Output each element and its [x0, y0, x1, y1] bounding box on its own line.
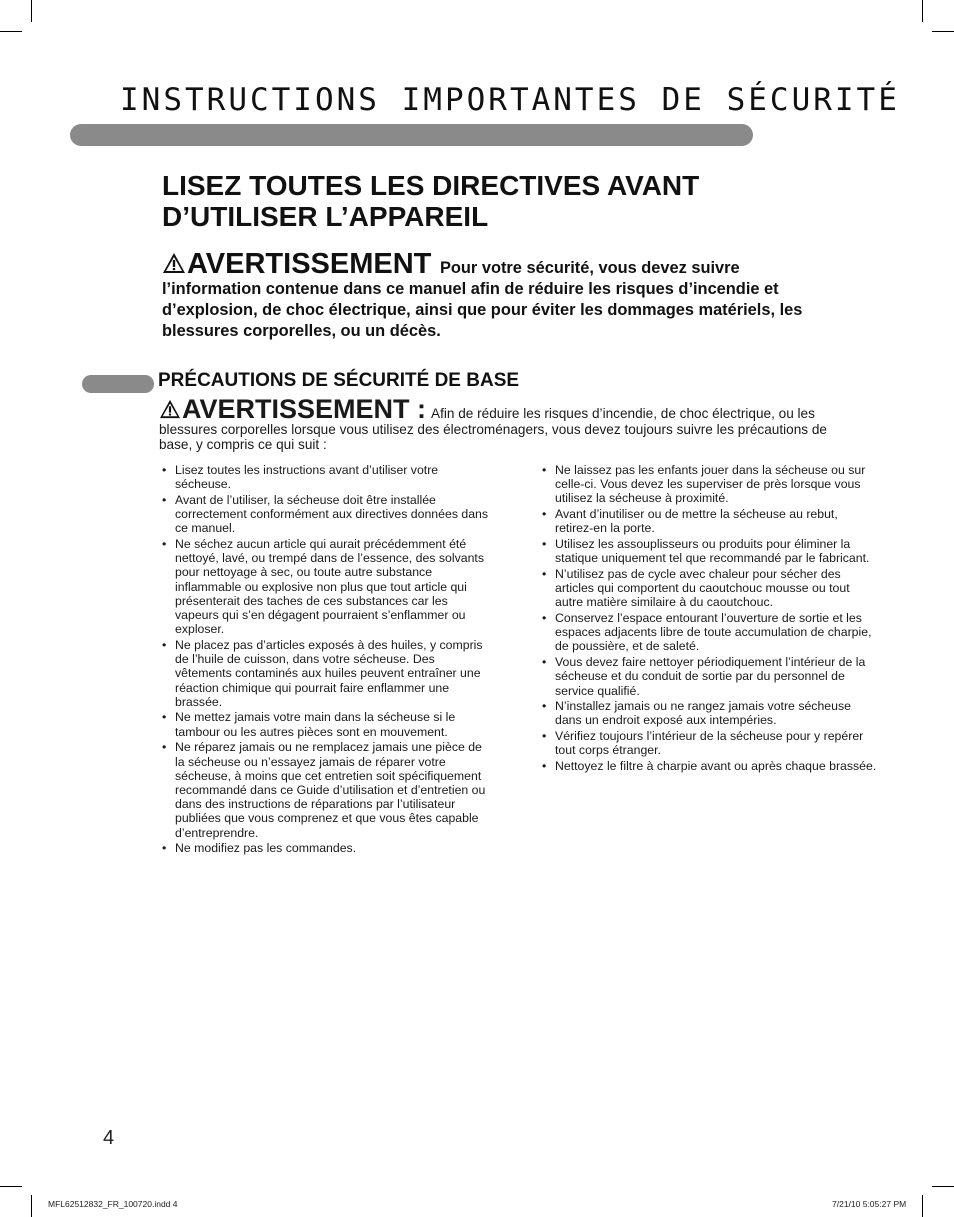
warning-intro-text: Pour votre sécurité, vous devez suivre l’information contenue dans ce manuel afin de réduire les risques d’incendie et d’explosion, de choc électrique, ainsi que pour éviter les dommages matériels, les blessures corporelles, ou un décès.: [162, 259, 803, 340]
warning-intro: [162, 248, 842, 342]
list-item: • Ne mettez jamais votre main dans la sécheuse si le tambour ou les autres pièces sont en mouvement.: [162, 710, 492, 738]
list-item: • Ne modifiez pas les commandes.: [162, 841, 492, 855]
list-item: • Avant d’inutiliser ou de mettre la sécheuse au rebut, retirez-en la porte.: [542, 507, 877, 535]
page-number: 4: [103, 1127, 115, 1149]
section-warning: [159, 394, 859, 453]
crop-mark: [922, 0, 923, 22]
print-timestamp: 7/21/10 5:05:27 PM: [832, 1199, 907, 1209]
title-underline-bar: [70, 124, 753, 146]
crop-mark: [0, 31, 22, 32]
list-item: • Vérifiez toujours l’intérieur de la sécheuse pour y repérer tout corps étranger.: [542, 729, 877, 757]
section-title: PRÉCAUTIONS DE SÉCURITÉ DE BASE: [158, 370, 520, 391]
list-item: • Ne réparez jamais ou ne remplacez jamais une pièce de la sécheuse ou n’essayez jamais de réparer votre sécheuse, à moins que cet entretien soit spécifiquement recommandé dans ce Guide d’utilisation et d’entretien ou dans des instructions de réparations par l’utilisateur publiées que vous comprenez et que vous êtes capable d’entreprendre.: [162, 740, 492, 839]
crop-mark: [932, 1186, 954, 1187]
section-warning-label: AVERTISSEMENT :: [182, 394, 427, 424]
crop-mark: [31, 1195, 32, 1217]
list-item: • Ne placez pas d’articles exposés à des huiles, y compris de l’huile de cuisson, dans votre sécheuse. Des vêtements contaminés aux huiles peuvent entraîner une réaction chimique qui pourrait faire enflammer une brassée.: [162, 638, 492, 709]
precautions-list-left: [162, 463, 492, 857]
list-item: • Vous devez faire nettoyer périodiquement l’intérieur de la sécheuse et du conduit de sortie par du personnel de service qualifié.: [542, 655, 877, 698]
crop-mark: [922, 1195, 923, 1217]
warning-label: AVERTISSEMENT: [187, 248, 432, 280]
list-item: • Lisez toutes les instructions avant d’utiliser votre sécheuse.: [162, 463, 492, 491]
list-item: • Utilisez les assouplisseurs ou produits pour éliminer la statique uniquement tel que recommandé par le fabricant.: [542, 537, 877, 565]
file-slug: MFL62512832_FR_100720.indd 4: [48, 1199, 178, 1209]
crop-mark: [932, 31, 954, 32]
page-title: INSTRUCTIONS IMPORTANTES DE SÉCURITÉ: [120, 82, 900, 118]
list-item: • N’installez jamais ou ne rangez jamais votre sécheuse dans un endroit exposé aux intempéries.: [542, 699, 877, 727]
crop-mark: [0, 1186, 22, 1187]
list-item: • Ne laissez pas les enfants jouer dans la sécheuse ou sur celle-ci. Vous devez les superviser de près lorsque vous utilisez la sécheuse à proximité.: [542, 463, 877, 506]
section-marker-bar: [82, 375, 154, 393]
list-item: • Conservez l’espace entourant l’ouverture de sortie et les espaces adjacents libre de toute accumulation de charpie, de poussière, et de saleté.: [542, 611, 877, 654]
list-item: • N’utilisez pas de cycle avec chaleur pour sécher des articles qui comportent du caoutchouc mousse ou tout autre matière similaire à du caoutchouc.: [542, 567, 877, 610]
warning-triangle-icon: [159, 399, 181, 419]
section-warning-text: Afin de réduire les risques d’incendie, de choc électrique, ou les blessures corporelles lorsque vous utilisez des électroménagers, vous devez toujours suivre les précautions de base, y compris ce qui suit :: [159, 406, 827, 452]
warning-triangle-icon: [162, 252, 186, 274]
list-item: • Nettoyez le filtre à charpie avant ou après chaque brassée.: [542, 759, 877, 773]
list-item: • Avant de l’utiliser, la sécheuse doit être installée correctement conformément aux directives données dans ce manuel.: [162, 493, 492, 536]
crop-mark: [31, 0, 32, 22]
main-heading: LISEZ TOUTES LES DIRECTIVES AVANT D’UTILISER L’APPAREIL: [162, 170, 700, 232]
list-item: • Ne séchez aucun article qui aurait précédemment été nettoyé, lavé, ou trempé dans de l’essence, des solvants pour nettoyage à sec, ou toute autre substance inflammable ou explosive non plus que tout article qui présenterait des taches de ces substances car les vapeurs qui s’en dégagent pourraient s’enflammer ou exploser.: [162, 537, 492, 636]
precautions-list-right: [542, 463, 877, 775]
